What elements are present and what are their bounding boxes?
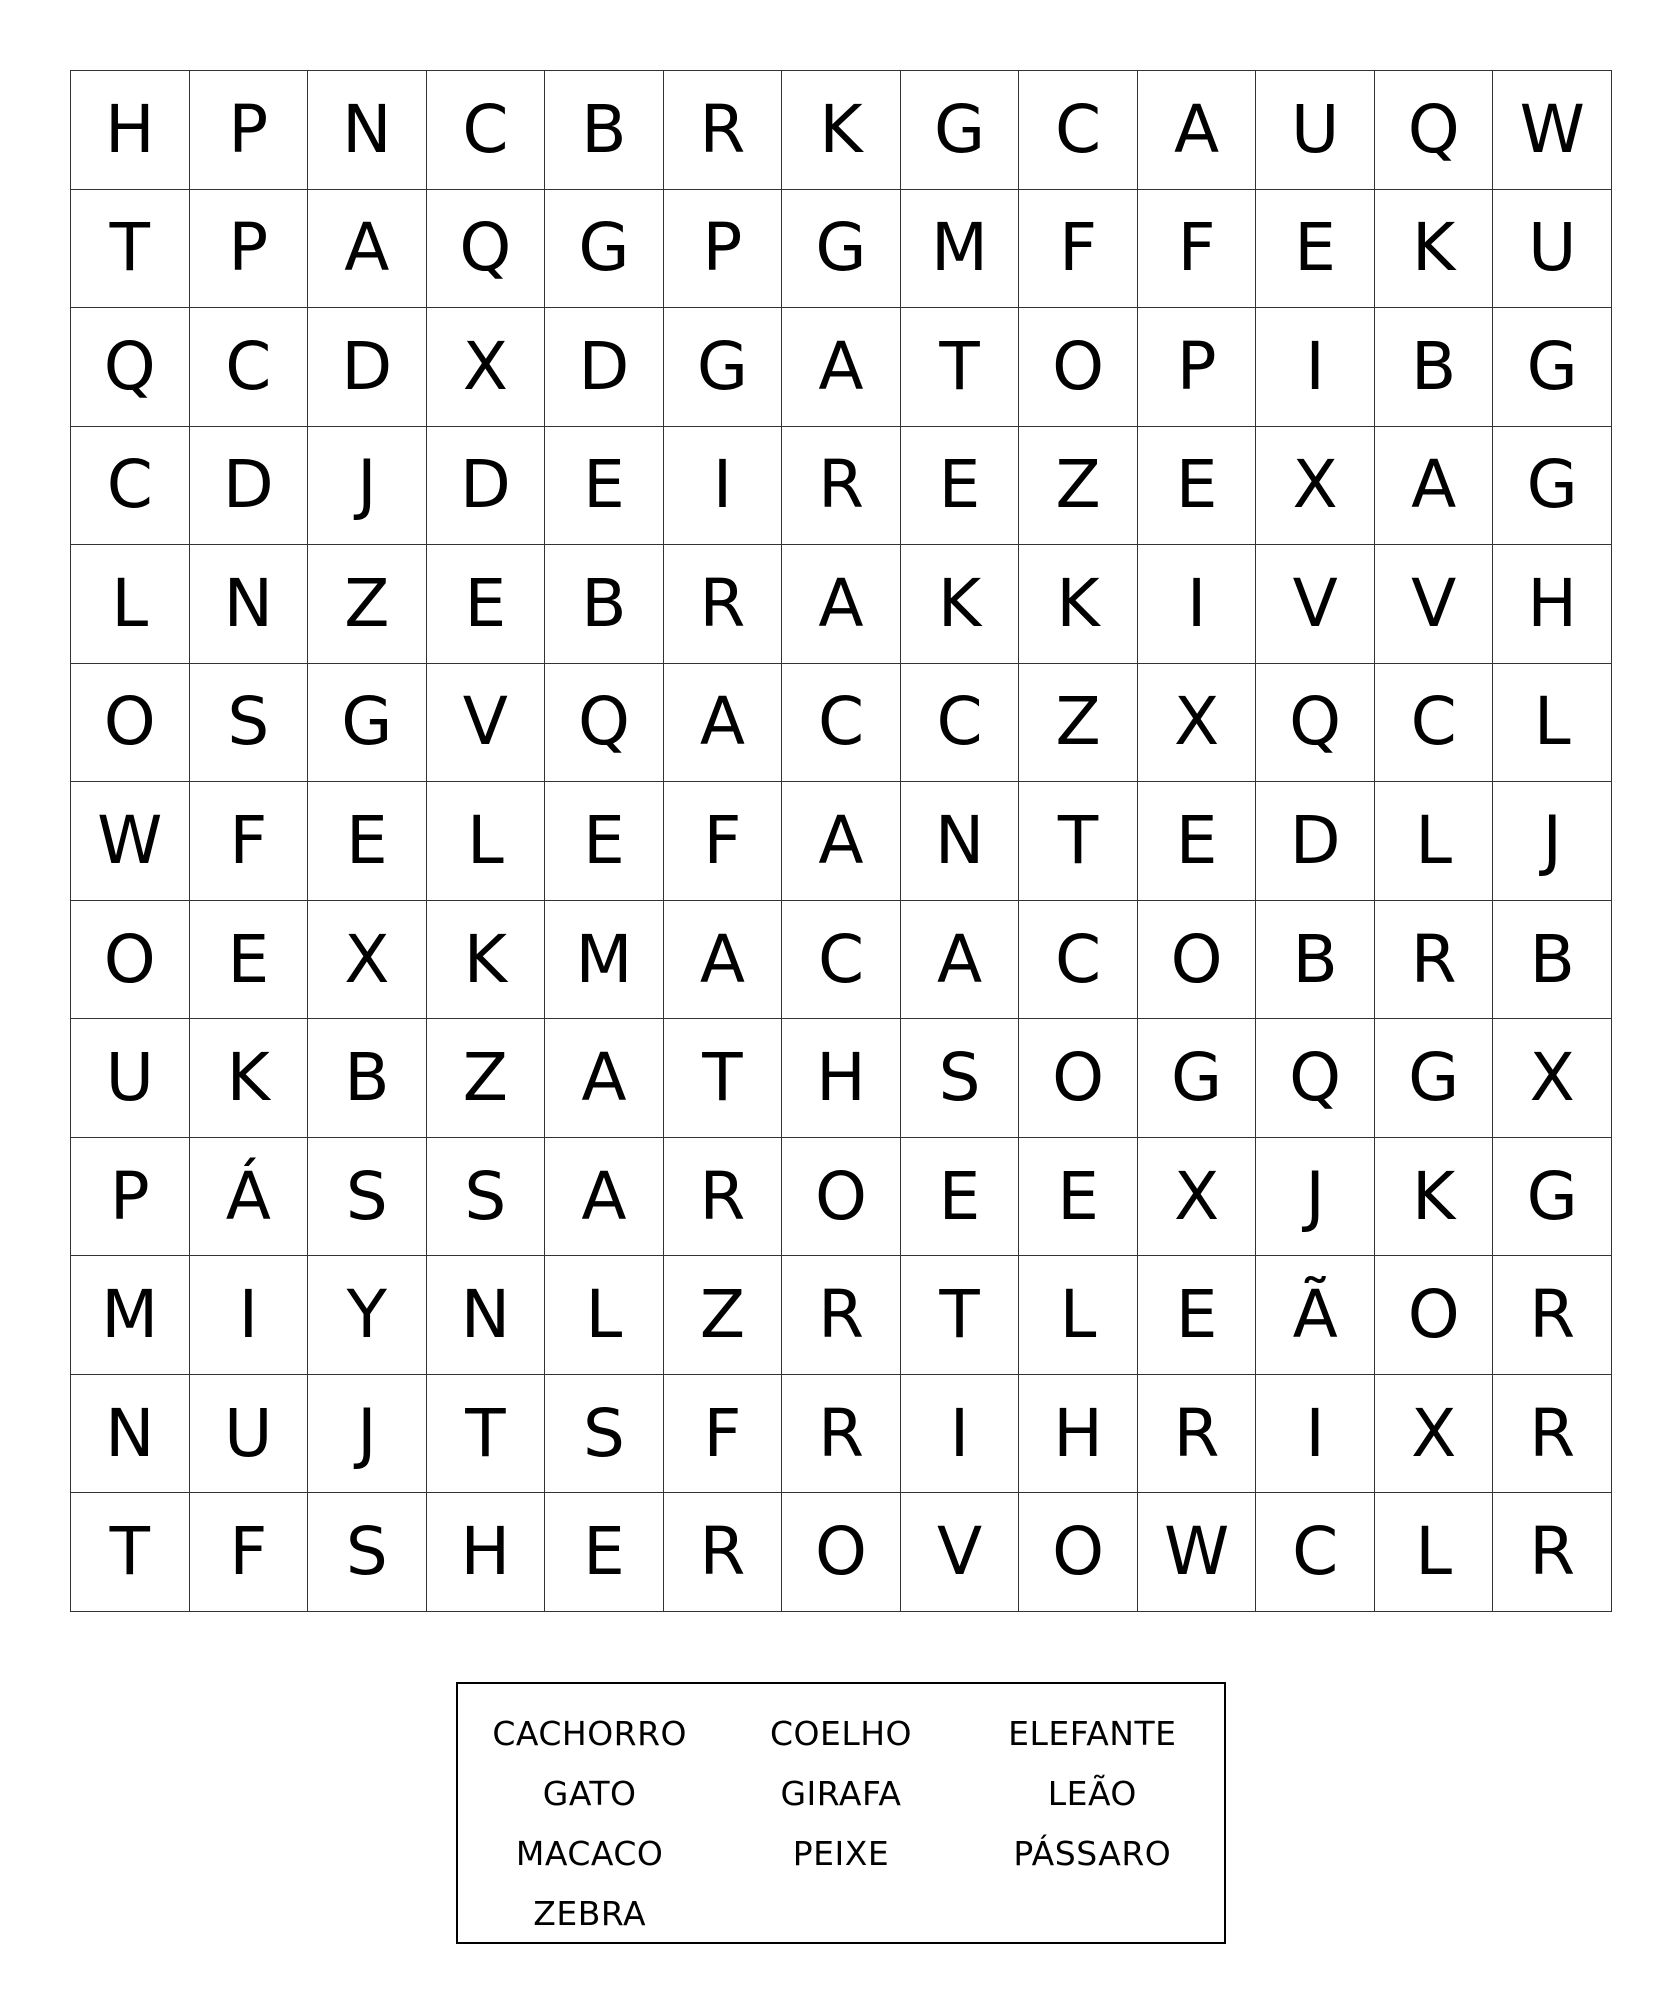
grid-cell[interactable]: T bbox=[901, 308, 1020, 427]
grid-cell[interactable]: A bbox=[901, 901, 1020, 1020]
grid-cell[interactable]: G bbox=[545, 190, 664, 309]
grid-cell[interactable]: E bbox=[1019, 1138, 1138, 1257]
grid-cell[interactable]: A bbox=[664, 901, 783, 1020]
grid-cell[interactable]: V bbox=[1375, 545, 1494, 664]
grid-cell[interactable]: Z bbox=[664, 1256, 783, 1375]
grid-cell[interactable]: K bbox=[782, 71, 901, 190]
grid-cell[interactable]: G bbox=[782, 190, 901, 309]
grid-cell[interactable]: S bbox=[545, 1375, 664, 1494]
grid-cell[interactable]: J bbox=[1256, 1138, 1375, 1257]
grid-cell[interactable]: Q bbox=[71, 308, 190, 427]
word-bank-item: PEIXE bbox=[792, 1834, 890, 1873]
grid-cell[interactable]: K bbox=[1375, 1138, 1494, 1257]
grid-cell[interactable]: Q bbox=[1256, 1019, 1375, 1138]
grid-cell[interactable]: P bbox=[190, 190, 309, 309]
grid-cell[interactable]: D bbox=[545, 308, 664, 427]
grid-cell[interactable]: B bbox=[1493, 901, 1612, 1020]
grid-cell[interactable]: G bbox=[1138, 1019, 1257, 1138]
grid-cell[interactable]: Q bbox=[1256, 664, 1375, 783]
grid-cell[interactable]: O bbox=[1019, 308, 1138, 427]
grid-cell[interactable]: Q bbox=[427, 190, 546, 309]
grid-cell[interactable]: R bbox=[1493, 1493, 1612, 1612]
grid-cell[interactable]: T bbox=[901, 1256, 1020, 1375]
grid-cell[interactable]: L bbox=[1375, 1493, 1494, 1612]
grid-cell[interactable]: X bbox=[1493, 1019, 1612, 1138]
grid-cell[interactable]: E bbox=[545, 427, 664, 546]
grid-cell[interactable]: F bbox=[190, 1493, 309, 1612]
grid-cell[interactable]: A bbox=[1375, 427, 1494, 546]
grid-cell[interactable]: C bbox=[1019, 901, 1138, 1020]
grid-cell[interactable]: J bbox=[1493, 782, 1612, 901]
grid-cell[interactable]: T bbox=[71, 1493, 190, 1612]
grid-cell[interactable]: R bbox=[1138, 1375, 1257, 1494]
grid-cell[interactable]: I bbox=[901, 1375, 1020, 1494]
word-bank-item: COELHO bbox=[769, 1714, 913, 1753]
grid-cell[interactable]: C bbox=[71, 427, 190, 546]
grid-cell[interactable]: Q bbox=[1375, 71, 1494, 190]
grid-cell[interactable]: O bbox=[71, 901, 190, 1020]
grid-cell[interactable]: A bbox=[308, 190, 427, 309]
grid-cell[interactable]: S bbox=[308, 1138, 427, 1257]
grid-cell[interactable]: R bbox=[1493, 1375, 1612, 1494]
grid-cell[interactable]: E bbox=[1138, 1256, 1257, 1375]
grid-cell[interactable]: Z bbox=[1019, 427, 1138, 546]
word-bank-item: ZEBRA bbox=[533, 1894, 647, 1933]
grid-cell[interactable]: D bbox=[1256, 782, 1375, 901]
grid-cell[interactable]: H bbox=[1493, 545, 1612, 664]
grid-cell[interactable]: S bbox=[427, 1138, 546, 1257]
grid-cell[interactable]: V bbox=[901, 1493, 1020, 1612]
grid-cell[interactable]: A bbox=[545, 1019, 664, 1138]
grid-cell[interactable]: E bbox=[901, 1138, 1020, 1257]
grid-cell[interactable]: R bbox=[782, 427, 901, 546]
grid-cell[interactable]: F bbox=[664, 782, 783, 901]
grid-cell[interactable]: U bbox=[190, 1375, 309, 1494]
word-bank-item: LEÃO bbox=[1047, 1774, 1137, 1813]
grid-cell[interactable]: K bbox=[1019, 545, 1138, 664]
grid-cell[interactable]: Q bbox=[545, 664, 664, 783]
grid-cell[interactable]: N bbox=[308, 71, 427, 190]
grid-cell[interactable]: C bbox=[782, 664, 901, 783]
grid-cell[interactable]: M bbox=[901, 190, 1020, 309]
grid-cell[interactable]: G bbox=[1375, 1019, 1494, 1138]
grid-cell[interactable]: S bbox=[308, 1493, 427, 1612]
grid-cell[interactable]: N bbox=[190, 545, 309, 664]
grid-cell[interactable]: L bbox=[545, 1256, 664, 1375]
grid-cell[interactable]: U bbox=[71, 1019, 190, 1138]
word-bank-item: PÁSSARO bbox=[1013, 1834, 1172, 1873]
grid-cell[interactable]: B bbox=[545, 545, 664, 664]
grid-cell[interactable]: R bbox=[1493, 1256, 1612, 1375]
grid-cell[interactable]: X bbox=[1375, 1375, 1494, 1494]
grid-cell[interactable]: B bbox=[1375, 308, 1494, 427]
grid-cell[interactable]: J bbox=[308, 427, 427, 546]
grid-cell[interactable]: T bbox=[71, 190, 190, 309]
grid-cell[interactable]: H bbox=[782, 1019, 901, 1138]
grid-cell[interactable]: K bbox=[427, 901, 546, 1020]
grid-cell[interactable]: R bbox=[664, 1493, 783, 1612]
grid-cell[interactable]: I bbox=[1256, 1375, 1375, 1494]
grid-cell[interactable]: W bbox=[71, 782, 190, 901]
grid-cell[interactable]: A bbox=[782, 545, 901, 664]
grid-cell[interactable]: W bbox=[1138, 1493, 1257, 1612]
word-bank bbox=[456, 1682, 1226, 1944]
grid-cell[interactable]: E bbox=[545, 1493, 664, 1612]
grid-cell[interactable]: B bbox=[308, 1019, 427, 1138]
grid-cell[interactable]: G bbox=[1493, 308, 1612, 427]
word-bank-item: GATO bbox=[542, 1774, 637, 1813]
grid-cell[interactable]: O bbox=[782, 1493, 901, 1612]
grid-cell[interactable]: G bbox=[901, 71, 1020, 190]
grid-cell[interactable]: C bbox=[1375, 664, 1494, 783]
word-bank-item: ELEFANTE bbox=[1008, 1714, 1177, 1753]
grid-cell[interactable]: E bbox=[545, 782, 664, 901]
grid-cell[interactable]: T bbox=[427, 1375, 546, 1494]
grid-cell[interactable]: F bbox=[664, 1375, 783, 1494]
grid-cell[interactable]: E bbox=[1138, 782, 1257, 901]
grid-cell[interactable]: A bbox=[1138, 71, 1257, 190]
grid-cell[interactable]: I bbox=[664, 427, 783, 546]
grid-cell[interactable]: L bbox=[1019, 1256, 1138, 1375]
grid-cell[interactable]: C bbox=[190, 308, 309, 427]
grid-cell[interactable]: O bbox=[782, 1138, 901, 1257]
grid-cell[interactable]: D bbox=[308, 308, 427, 427]
grid-cell[interactable]: R bbox=[664, 71, 783, 190]
grid-cell[interactable]: O bbox=[1019, 1019, 1138, 1138]
grid-cell[interactable]: S bbox=[901, 1019, 1020, 1138]
grid-cell[interactable]: W bbox=[1493, 71, 1612, 190]
grid-cell[interactable]: L bbox=[1375, 782, 1494, 901]
grid-cell[interactable]: X bbox=[1138, 664, 1257, 783]
grid-cell[interactable]: N bbox=[71, 1375, 190, 1494]
grid-cell[interactable]: L bbox=[427, 782, 546, 901]
grid-cell[interactable]: H bbox=[71, 71, 190, 190]
grid-cell[interactable]: P bbox=[190, 71, 309, 190]
grid-cell[interactable]: E bbox=[190, 901, 309, 1020]
grid-cell[interactable]: R bbox=[782, 1375, 901, 1494]
word-bank-item: CACHORRO bbox=[492, 1714, 688, 1753]
grid-cell[interactable]: O bbox=[1375, 1256, 1494, 1375]
grid-cell[interactable]: E bbox=[427, 545, 546, 664]
grid-cell[interactable]: Z bbox=[308, 545, 427, 664]
grid-cell[interactable]: Ã bbox=[1256, 1256, 1375, 1375]
grid-cell[interactable]: L bbox=[1493, 664, 1612, 783]
grid-cell[interactable]: P bbox=[71, 1138, 190, 1257]
grid-cell[interactable]: D bbox=[190, 427, 309, 546]
grid-cell[interactable]: F bbox=[1019, 190, 1138, 309]
grid-cell[interactable]: T bbox=[664, 1019, 783, 1138]
grid-cell[interactable]: A bbox=[782, 308, 901, 427]
grid-cell[interactable]: X bbox=[427, 308, 546, 427]
grid-cell[interactable]: O bbox=[71, 664, 190, 783]
grid-cell[interactable]: R bbox=[664, 1138, 783, 1257]
grid-cell[interactable]: X bbox=[308, 901, 427, 1020]
word-bank-item: MACACO bbox=[515, 1834, 664, 1873]
grid-cell[interactable]: G bbox=[664, 308, 783, 427]
grid-cell[interactable]: E bbox=[901, 427, 1020, 546]
grid-cell[interactable]: A bbox=[545, 1138, 664, 1257]
grid-cell[interactable]: C bbox=[782, 901, 901, 1020]
grid-cell[interactable]: E bbox=[1138, 427, 1257, 546]
grid-cell[interactable]: A bbox=[782, 782, 901, 901]
grid-cell[interactable]: B bbox=[545, 71, 664, 190]
grid-cell[interactable]: T bbox=[1019, 782, 1138, 901]
grid-cell[interactable]: I bbox=[1256, 308, 1375, 427]
grid-cell[interactable]: R bbox=[664, 545, 783, 664]
grid-cell[interactable]: E bbox=[308, 782, 427, 901]
word-search-grid bbox=[70, 70, 1612, 1612]
grid-cell[interactable]: K bbox=[901, 545, 1020, 664]
grid-cell[interactable]: O bbox=[1138, 901, 1257, 1020]
grid-cell[interactable]: O bbox=[1019, 1493, 1138, 1612]
grid-cell[interactable]: K bbox=[1375, 190, 1494, 309]
grid-cell[interactable]: S bbox=[190, 664, 309, 783]
grid-cell[interactable]: R bbox=[1375, 901, 1494, 1020]
grid-cell[interactable]: E bbox=[1256, 190, 1375, 309]
grid-cell[interactable]: I bbox=[1138, 545, 1257, 664]
grid-cell[interactable]: X bbox=[1256, 427, 1375, 546]
grid-cell[interactable]: F bbox=[1138, 190, 1257, 309]
grid-cell[interactable]: G bbox=[1493, 1138, 1612, 1257]
grid-cell[interactable]: X bbox=[1138, 1138, 1257, 1257]
grid-cell[interactable]: M bbox=[71, 1256, 190, 1375]
grid-cell[interactable]: V bbox=[427, 664, 546, 783]
grid-cell[interactable]: U bbox=[1256, 71, 1375, 190]
grid-cell[interactable]: N bbox=[427, 1256, 546, 1375]
grid-cell[interactable]: H bbox=[427, 1493, 546, 1612]
grid-cell[interactable]: P bbox=[1138, 308, 1257, 427]
word-bank-item: GIRAFA bbox=[780, 1774, 902, 1813]
grid-cell[interactable]: Y bbox=[308, 1256, 427, 1375]
grid-cell[interactable]: P bbox=[664, 190, 783, 309]
grid-cell[interactable]: N bbox=[901, 782, 1020, 901]
grid-cell[interactable]: C bbox=[901, 664, 1020, 783]
grid-cell[interactable]: Z bbox=[1019, 664, 1138, 783]
grid-cell[interactable]: G bbox=[1493, 427, 1612, 546]
grid-cell[interactable]: C bbox=[1256, 1493, 1375, 1612]
grid-cell[interactable]: R bbox=[782, 1256, 901, 1375]
grid-cell[interactable]: I bbox=[190, 1256, 309, 1375]
grid-cell[interactable]: C bbox=[1019, 71, 1138, 190]
grid-cell[interactable]: F bbox=[190, 782, 309, 901]
grid-cell[interactable]: C bbox=[427, 71, 546, 190]
grid-cell[interactable]: D bbox=[427, 427, 546, 546]
grid-cell[interactable]: G bbox=[308, 664, 427, 783]
grid-cell[interactable]: Á bbox=[190, 1138, 309, 1257]
grid-cell[interactable]: B bbox=[1256, 901, 1375, 1020]
grid-cell[interactable]: U bbox=[1493, 190, 1612, 309]
grid-cell[interactable]: V bbox=[1256, 545, 1375, 664]
grid-cell[interactable]: H bbox=[1019, 1375, 1138, 1494]
grid-cell[interactable]: L bbox=[71, 545, 190, 664]
grid-cell[interactable]: K bbox=[190, 1019, 309, 1138]
grid-cell[interactable]: A bbox=[664, 664, 783, 783]
grid-cell[interactable]: J bbox=[308, 1375, 427, 1494]
grid-cell[interactable]: M bbox=[545, 901, 664, 1020]
grid-cell[interactable]: Z bbox=[427, 1019, 546, 1138]
